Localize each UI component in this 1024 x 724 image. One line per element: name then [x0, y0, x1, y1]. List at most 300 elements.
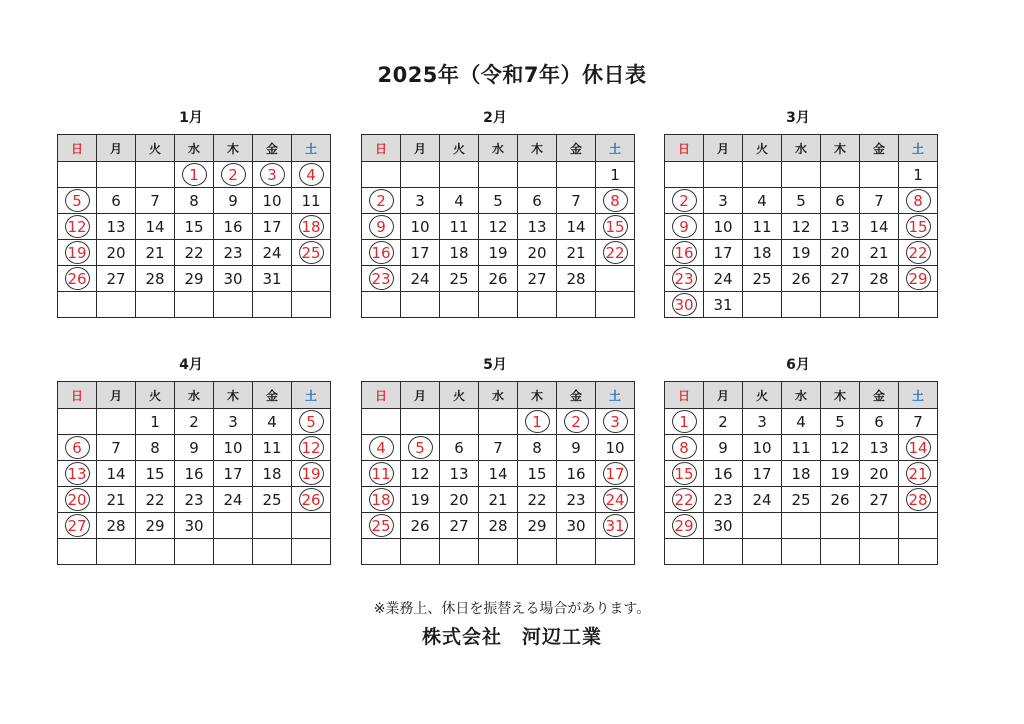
holiday-circle: 2 — [672, 189, 697, 212]
holiday-cell — [518, 409, 557, 435]
holiday-circle: 2 — [369, 189, 394, 212]
holiday-cell — [362, 461, 401, 487]
day-cell: 23 — [175, 487, 214, 513]
day-cell: 25 — [743, 266, 782, 292]
day-cell: 30 — [214, 266, 253, 292]
holiday-cell — [596, 240, 635, 266]
weekday-header: 土 — [899, 135, 938, 162]
day-cell: 9 — [175, 435, 214, 461]
day-cell: 11 — [743, 214, 782, 240]
holiday-cell — [58, 214, 97, 240]
week-row — [665, 188, 938, 214]
day-cell: 10 — [214, 435, 253, 461]
holiday-circle: 13 — [65, 462, 90, 485]
empty-day-cell — [860, 162, 899, 188]
day-cell: 21 — [860, 240, 899, 266]
holiday-circle: 12 — [65, 215, 90, 238]
day-cell: 28 — [479, 513, 518, 539]
week-row — [58, 435, 331, 461]
holiday-circle: 25 — [299, 241, 324, 264]
empty-day-cell — [782, 162, 821, 188]
week-row — [362, 292, 635, 318]
weekday-header: 月 — [97, 135, 136, 162]
day-cell: 4 — [743, 188, 782, 214]
day-cell: 26 — [782, 266, 821, 292]
day-cell: 25 — [440, 266, 479, 292]
week-row — [362, 513, 635, 539]
weekday-header-row — [58, 135, 331, 162]
day-cell: 8 — [136, 435, 175, 461]
day-cell: 26 — [401, 513, 440, 539]
holiday-cell — [362, 266, 401, 292]
week-row — [665, 292, 938, 318]
empty-day-cell — [97, 292, 136, 318]
weekday-header: 日 — [362, 382, 401, 409]
day-cell: 9 — [214, 188, 253, 214]
holiday-circle: 27 — [65, 514, 90, 537]
day-cell: 30 — [557, 513, 596, 539]
weekday-header: 火 — [743, 135, 782, 162]
day-cell: 14 — [557, 214, 596, 240]
week-row — [362, 487, 635, 513]
holiday-cell — [596, 409, 635, 435]
holiday-circle: 19 — [65, 241, 90, 264]
day-cell: 15 — [175, 214, 214, 240]
day-cell: 30 — [704, 513, 743, 539]
empty-day-cell — [97, 539, 136, 565]
week-row — [665, 461, 938, 487]
day-cell: 7 — [860, 188, 899, 214]
day-cell: 29 — [518, 513, 557, 539]
holiday-circle: 8 — [672, 436, 697, 459]
weekday-header: 火 — [136, 382, 175, 409]
day-cell: 19 — [479, 240, 518, 266]
empty-day-cell — [596, 539, 635, 565]
day-cell: 21 — [479, 487, 518, 513]
day-cell: 31 — [253, 266, 292, 292]
empty-day-cell — [665, 162, 704, 188]
day-cell: 3 — [401, 188, 440, 214]
empty-day-cell — [292, 292, 331, 318]
weekday-header: 日 — [665, 382, 704, 409]
day-cell: 3 — [704, 188, 743, 214]
empty-day-cell — [440, 292, 479, 318]
day-cell: 14 — [97, 461, 136, 487]
holiday-cell — [292, 214, 331, 240]
day-cell: 19 — [821, 461, 860, 487]
day-cell: 18 — [253, 461, 292, 487]
holiday-circle: 15 — [672, 462, 697, 485]
holiday-circle: 16 — [369, 241, 394, 264]
holiday-circle: 30 — [672, 293, 697, 316]
holiday-cell — [292, 409, 331, 435]
day-cell: 5 — [821, 409, 860, 435]
day-cell: 26 — [821, 487, 860, 513]
day-cell: 21 — [136, 240, 175, 266]
day-cell: 15 — [518, 461, 557, 487]
day-cell: 21 — [557, 240, 596, 266]
weekday-header: 月 — [401, 382, 440, 409]
holiday-circle: 26 — [65, 267, 90, 290]
holiday-cell — [665, 487, 704, 513]
holiday-circle: 15 — [603, 215, 628, 238]
day-cell: 7 — [899, 409, 938, 435]
empty-day-cell — [782, 292, 821, 318]
holiday-circle: 1 — [672, 410, 697, 433]
holiday-cell — [899, 188, 938, 214]
month-calendar-march — [664, 107, 932, 318]
weekday-header-row — [665, 382, 938, 409]
empty-day-cell — [899, 292, 938, 318]
calendar-grid — [57, 381, 331, 565]
empty-day-cell — [362, 162, 401, 188]
holiday-circle: 16 — [672, 241, 697, 264]
day-cell: 18 — [440, 240, 479, 266]
weekday-header: 日 — [665, 135, 704, 162]
day-cell: 17 — [401, 240, 440, 266]
holiday-circle: 8 — [603, 189, 628, 212]
empty-day-cell — [175, 292, 214, 318]
holiday-cell — [596, 188, 635, 214]
day-cell: 1 — [596, 162, 635, 188]
empty-day-cell — [665, 539, 704, 565]
weekday-header: 木 — [518, 135, 557, 162]
day-cell: 26 — [479, 266, 518, 292]
week-row — [58, 162, 331, 188]
weekday-header: 金 — [557, 135, 596, 162]
holiday-cell — [362, 435, 401, 461]
holiday-circle: 26 — [299, 488, 324, 511]
day-cell: 9 — [704, 435, 743, 461]
empty-day-cell — [253, 539, 292, 565]
week-row — [58, 188, 331, 214]
holiday-circle: 22 — [672, 488, 697, 511]
month-label: 6月 — [786, 357, 810, 373]
empty-day-cell — [743, 292, 782, 318]
day-cell: 11 — [782, 435, 821, 461]
holiday-circle: 29 — [906, 267, 931, 290]
weekday-header: 水 — [175, 382, 214, 409]
day-cell: 23 — [557, 487, 596, 513]
day-cell: 20 — [97, 240, 136, 266]
weekday-header: 金 — [860, 135, 899, 162]
day-cell: 7 — [136, 188, 175, 214]
empty-day-cell — [58, 162, 97, 188]
holiday-circle: 3 — [603, 410, 628, 433]
week-row — [58, 240, 331, 266]
empty-day-cell — [440, 162, 479, 188]
weekday-header: 土 — [596, 382, 635, 409]
holiday-circle: 5 — [65, 189, 90, 212]
day-cell: 13 — [440, 461, 479, 487]
calendar-grid — [361, 381, 635, 565]
weekday-header: 日 — [362, 135, 401, 162]
day-cell: 1 — [899, 162, 938, 188]
empty-day-cell — [253, 292, 292, 318]
holiday-cell — [899, 487, 938, 513]
empty-day-cell — [596, 292, 635, 318]
calendar-grid — [664, 381, 938, 565]
week-row — [665, 266, 938, 292]
day-cell: 7 — [557, 188, 596, 214]
calendar-grid — [664, 134, 938, 318]
weekday-header: 土 — [292, 382, 331, 409]
day-cell: 24 — [743, 487, 782, 513]
day-cell: 23 — [214, 240, 253, 266]
day-cell: 18 — [743, 240, 782, 266]
week-row — [665, 240, 938, 266]
week-row — [665, 539, 938, 565]
empty-day-cell — [401, 409, 440, 435]
holiday-circle: 18 — [299, 215, 324, 238]
empty-day-cell — [899, 513, 938, 539]
day-cell: 12 — [782, 214, 821, 240]
empty-day-cell — [362, 292, 401, 318]
week-row — [665, 214, 938, 240]
holiday-cell — [58, 240, 97, 266]
day-cell: 13 — [821, 214, 860, 240]
holiday-circle: 19 — [299, 462, 324, 485]
holiday-circle: 12 — [299, 436, 324, 459]
weekday-header-row — [362, 135, 635, 162]
holiday-cell — [292, 435, 331, 461]
week-row — [362, 539, 635, 565]
day-cell: 27 — [860, 487, 899, 513]
holiday-circle: 5 — [408, 436, 433, 459]
weekday-header: 土 — [596, 135, 635, 162]
day-cell: 4 — [440, 188, 479, 214]
empty-day-cell — [292, 513, 331, 539]
weekday-header-row — [665, 135, 938, 162]
day-cell: 13 — [518, 214, 557, 240]
holiday-cell — [899, 214, 938, 240]
day-cell: 16 — [175, 461, 214, 487]
holiday-circle: 17 — [603, 462, 628, 485]
empty-day-cell — [899, 539, 938, 565]
holiday-cell — [665, 409, 704, 435]
holiday-circle: 18 — [369, 488, 394, 511]
holiday-cell — [665, 188, 704, 214]
holiday-circle: 3 — [260, 163, 285, 186]
holiday-circle: 9 — [672, 215, 697, 238]
holiday-circle: 2 — [221, 163, 246, 186]
weekday-header: 水 — [175, 135, 214, 162]
empty-day-cell — [292, 266, 331, 292]
weekday-header: 水 — [479, 135, 518, 162]
holiday-circle: 15 — [906, 215, 931, 238]
day-cell: 17 — [743, 461, 782, 487]
day-cell: 12 — [401, 461, 440, 487]
holiday-cell — [665, 513, 704, 539]
empty-day-cell — [401, 292, 440, 318]
weekday-header: 火 — [440, 135, 479, 162]
day-cell: 27 — [440, 513, 479, 539]
weekday-header: 土 — [292, 135, 331, 162]
week-row — [362, 162, 635, 188]
weekday-header: 金 — [253, 382, 292, 409]
weekday-header: 月 — [401, 135, 440, 162]
day-cell: 13 — [860, 435, 899, 461]
empty-day-cell — [292, 539, 331, 565]
day-cell: 5 — [782, 188, 821, 214]
month-calendar-june — [664, 354, 932, 565]
holiday-cell — [596, 487, 635, 513]
day-cell: 6 — [821, 188, 860, 214]
holiday-circle: 1 — [525, 410, 550, 433]
day-cell: 25 — [782, 487, 821, 513]
day-cell: 29 — [136, 513, 175, 539]
day-cell: 17 — [214, 461, 253, 487]
weekday-header: 月 — [97, 382, 136, 409]
day-cell: 11 — [292, 188, 331, 214]
day-cell: 27 — [518, 266, 557, 292]
holiday-circle: 20 — [65, 488, 90, 511]
day-cell: 22 — [175, 240, 214, 266]
holiday-cell — [362, 487, 401, 513]
day-cell: 27 — [821, 266, 860, 292]
holiday-cell — [665, 292, 704, 318]
day-cell: 14 — [479, 461, 518, 487]
holiday-cell — [58, 461, 97, 487]
day-cell: 10 — [704, 214, 743, 240]
day-cell: 5 — [479, 188, 518, 214]
weekday-header: 火 — [743, 382, 782, 409]
empty-day-cell — [214, 513, 253, 539]
holiday-cell — [665, 240, 704, 266]
empty-day-cell — [743, 162, 782, 188]
empty-day-cell — [136, 162, 175, 188]
company-name: 株式会社 河辺工業 — [421, 626, 602, 648]
holiday-cell — [899, 461, 938, 487]
empty-day-cell — [440, 409, 479, 435]
day-cell: 20 — [821, 240, 860, 266]
empty-day-cell — [518, 292, 557, 318]
empty-day-cell — [440, 539, 479, 565]
holiday-circle: 23 — [672, 267, 697, 290]
day-cell: 28 — [557, 266, 596, 292]
empty-day-cell — [557, 162, 596, 188]
holiday-cell — [253, 162, 292, 188]
empty-day-cell — [253, 513, 292, 539]
week-row — [362, 214, 635, 240]
empty-day-cell — [214, 292, 253, 318]
empty-day-cell — [362, 539, 401, 565]
empty-day-cell — [704, 162, 743, 188]
week-row — [58, 266, 331, 292]
day-cell: 22 — [518, 487, 557, 513]
empty-day-cell — [743, 539, 782, 565]
day-cell: 6 — [518, 188, 557, 214]
empty-day-cell — [557, 292, 596, 318]
holiday-cell — [58, 188, 97, 214]
month-label: 2月 — [483, 110, 507, 126]
day-cell: 21 — [97, 487, 136, 513]
week-row — [58, 461, 331, 487]
holiday-cell — [596, 461, 635, 487]
holiday-cell — [362, 188, 401, 214]
holiday-circle: 2 — [564, 410, 589, 433]
week-row — [665, 409, 938, 435]
empty-day-cell — [362, 409, 401, 435]
month-label: 1月 — [179, 110, 203, 126]
day-cell: 20 — [440, 487, 479, 513]
holiday-cell — [58, 435, 97, 461]
month-calendar-january — [57, 107, 325, 318]
holiday-circle: 21 — [906, 462, 931, 485]
weekday-header: 金 — [253, 135, 292, 162]
week-row — [58, 539, 331, 565]
empty-day-cell — [518, 162, 557, 188]
holiday-circle: 11 — [369, 462, 394, 485]
holiday-cell — [665, 266, 704, 292]
empty-day-cell — [136, 292, 175, 318]
holiday-cell — [401, 435, 440, 461]
empty-day-cell — [97, 409, 136, 435]
month-label: 5月 — [483, 357, 507, 373]
day-cell: 9 — [557, 435, 596, 461]
day-cell: 15 — [136, 461, 175, 487]
holiday-circle: 28 — [906, 488, 931, 511]
week-row — [665, 435, 938, 461]
weekday-header: 月 — [704, 382, 743, 409]
day-cell: 24 — [704, 266, 743, 292]
weekday-header: 日 — [58, 382, 97, 409]
day-cell: 30 — [175, 513, 214, 539]
holiday-cell — [292, 461, 331, 487]
page-title: 2025年（令和7年）休日表 — [377, 63, 647, 87]
day-cell: 7 — [97, 435, 136, 461]
day-cell: 25 — [253, 487, 292, 513]
empty-day-cell — [58, 409, 97, 435]
weekday-header: 金 — [860, 382, 899, 409]
day-cell: 31 — [704, 292, 743, 318]
week-row — [362, 461, 635, 487]
day-cell: 4 — [782, 409, 821, 435]
holiday-circle: 9 — [369, 215, 394, 238]
day-cell: 11 — [253, 435, 292, 461]
day-cell: 3 — [214, 409, 253, 435]
day-cell: 11 — [440, 214, 479, 240]
holiday-cell — [58, 487, 97, 513]
month-label: 4月 — [179, 357, 203, 373]
day-cell: 19 — [401, 487, 440, 513]
day-cell: 10 — [743, 435, 782, 461]
day-cell: 16 — [557, 461, 596, 487]
weekday-header: 土 — [899, 382, 938, 409]
holiday-circle: 24 — [603, 488, 628, 511]
holiday-circle: 4 — [299, 163, 324, 186]
holiday-cell — [58, 266, 97, 292]
month-label: 3月 — [786, 110, 810, 126]
week-row — [58, 513, 331, 539]
week-row — [362, 435, 635, 461]
week-row — [362, 240, 635, 266]
weekday-header: 水 — [782, 135, 821, 162]
holiday-circle: 14 — [906, 436, 931, 459]
month-calendar-february — [361, 107, 629, 318]
holiday-cell — [665, 461, 704, 487]
day-cell: 17 — [253, 214, 292, 240]
day-cell: 14 — [860, 214, 899, 240]
day-cell: 24 — [401, 266, 440, 292]
day-cell: 12 — [821, 435, 860, 461]
empty-day-cell — [97, 162, 136, 188]
empty-day-cell — [596, 266, 635, 292]
holiday-cell — [214, 162, 253, 188]
week-row — [362, 266, 635, 292]
holiday-circle: 31 — [603, 514, 628, 537]
day-cell: 19 — [782, 240, 821, 266]
